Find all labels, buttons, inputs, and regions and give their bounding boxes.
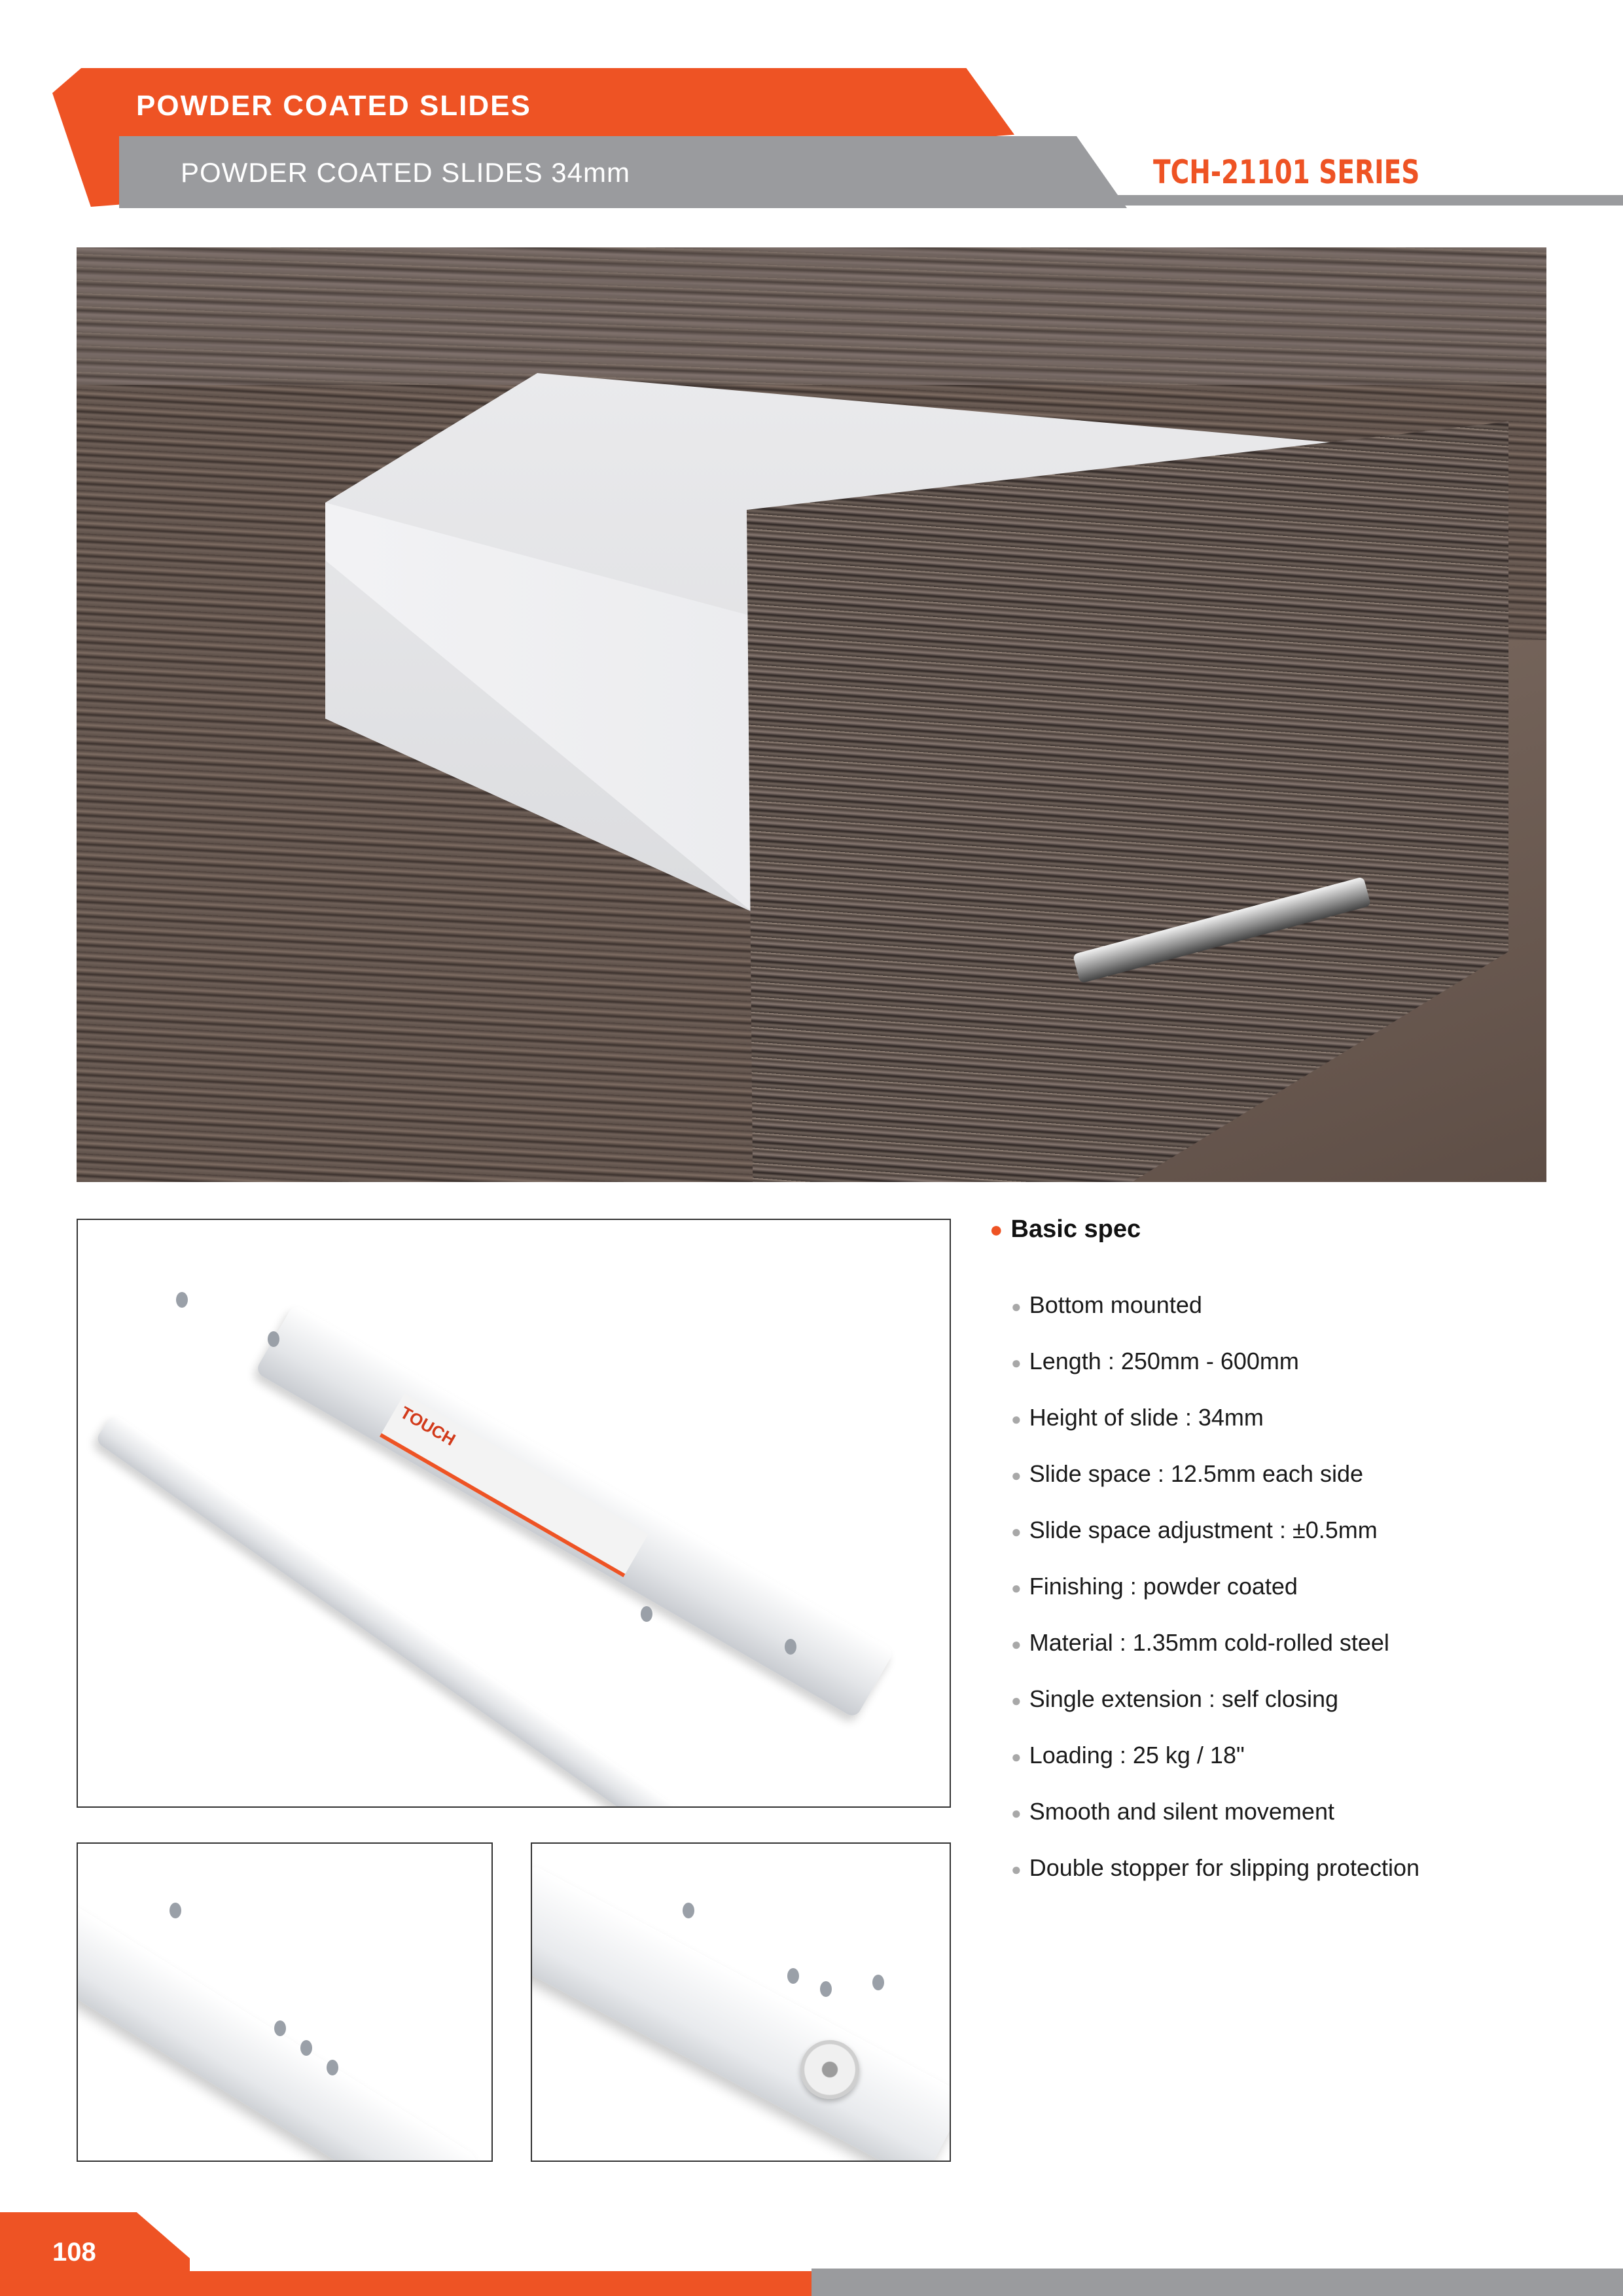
spec-item-text: Bottom mounted <box>1029 1291 1202 1318</box>
page-number: 108 <box>52 2238 96 2267</box>
spec-list <box>1011 1288 1419 1907</box>
spec-item <box>1011 1795 1419 1851</box>
mounting-hole <box>872 1975 884 1990</box>
mounting-hole <box>274 2020 286 2036</box>
spec-item <box>1011 1626 1419 1682</box>
mounting-hole <box>785 1639 796 1655</box>
spec-item <box>1011 1851 1419 1907</box>
bullet-icon: ● <box>1011 1297 1022 1317</box>
bullet-icon: ● <box>1011 1578 1022 1598</box>
spec-item-text: Smooth and silent movement <box>1029 1798 1334 1825</box>
bullet-icon: ● <box>1011 1691 1022 1711</box>
spec-heading-text: Basic spec <box>1010 1215 1141 1243</box>
series-code: TCH-21101 SERIES <box>1153 153 1420 191</box>
mounting-hole <box>327 2060 338 2075</box>
mounting-hole <box>268 1331 279 1347</box>
slide-product-image <box>77 1219 951 1808</box>
spec-item <box>1011 1344 1419 1401</box>
mounting-hole <box>169 1903 181 1918</box>
footer-gray-bar <box>812 2269 1623 2296</box>
spec-item-text: Single extension : self closing <box>1029 1685 1338 1712</box>
spec-item-text: Finishing : powder coated <box>1029 1573 1298 1600</box>
spec-item-text: Length : 250mm - 600mm <box>1029 1348 1299 1374</box>
bullet-icon: ● <box>1011 1409 1022 1429</box>
bullet-icon: ● <box>1011 1353 1022 1373</box>
spec-item-text: Loading : 25 kg / 18" <box>1029 1742 1245 1768</box>
bullet-icon: ● <box>1011 1522 1022 1542</box>
slide-wheel <box>800 2040 859 2099</box>
slide-detail-image-end <box>77 1842 493 2162</box>
spec-item-text: Slide space : 12.5mm each side <box>1029 1460 1363 1487</box>
spec-item <box>1011 1570 1419 1626</box>
spec-item <box>1011 1288 1419 1344</box>
spec-item-text: Slide space adjustment : ±0.5mm <box>1029 1516 1378 1543</box>
drawer-hero-photo <box>77 247 1546 1182</box>
header-divider-line <box>1113 195 1623 206</box>
bullet-icon: ● <box>1011 1859 1022 1880</box>
bullet-icon: ● <box>1011 1803 1022 1823</box>
mounting-hole <box>683 1903 694 1918</box>
spec-item-text: Material : 1.35mm cold-rolled steel <box>1029 1629 1389 1656</box>
footer-orange-bar <box>0 2271 812 2296</box>
mounting-hole <box>641 1606 652 1622</box>
page-title: POWDER COATED SLIDES <box>136 90 531 122</box>
spec-item-text: Double stopper for slipping protection <box>1029 1854 1420 1881</box>
bullet-icon: ● <box>1011 1465 1022 1486</box>
bullet-icon: ● <box>1011 1747 1022 1767</box>
mounting-hole <box>300 2040 312 2056</box>
spec-item-text: Height of slide : 34mm <box>1029 1404 1264 1431</box>
spec-item <box>1011 1682 1419 1738</box>
slide-detail-image-wheel <box>531 1842 951 2162</box>
spec-heading <box>990 1212 1141 1246</box>
mounting-hole <box>176 1292 188 1308</box>
bullet-dot-icon: ● <box>990 1217 1003 1242</box>
spec-item <box>1011 1457 1419 1513</box>
cabinet-background <box>77 247 1546 385</box>
mounting-hole <box>787 1968 799 1984</box>
spec-item <box>1011 1401 1419 1457</box>
brand-label: TOUCH <box>397 1402 459 1450</box>
slide-rail-wheel-detail <box>531 1863 951 2162</box>
mounting-hole <box>820 1981 832 1997</box>
bullet-icon: ● <box>1011 1634 1022 1655</box>
page-subtitle: POWDER COATED SLIDES 34mm <box>181 157 630 188</box>
spec-item <box>1011 1738 1419 1795</box>
spec-item <box>1011 1513 1419 1570</box>
